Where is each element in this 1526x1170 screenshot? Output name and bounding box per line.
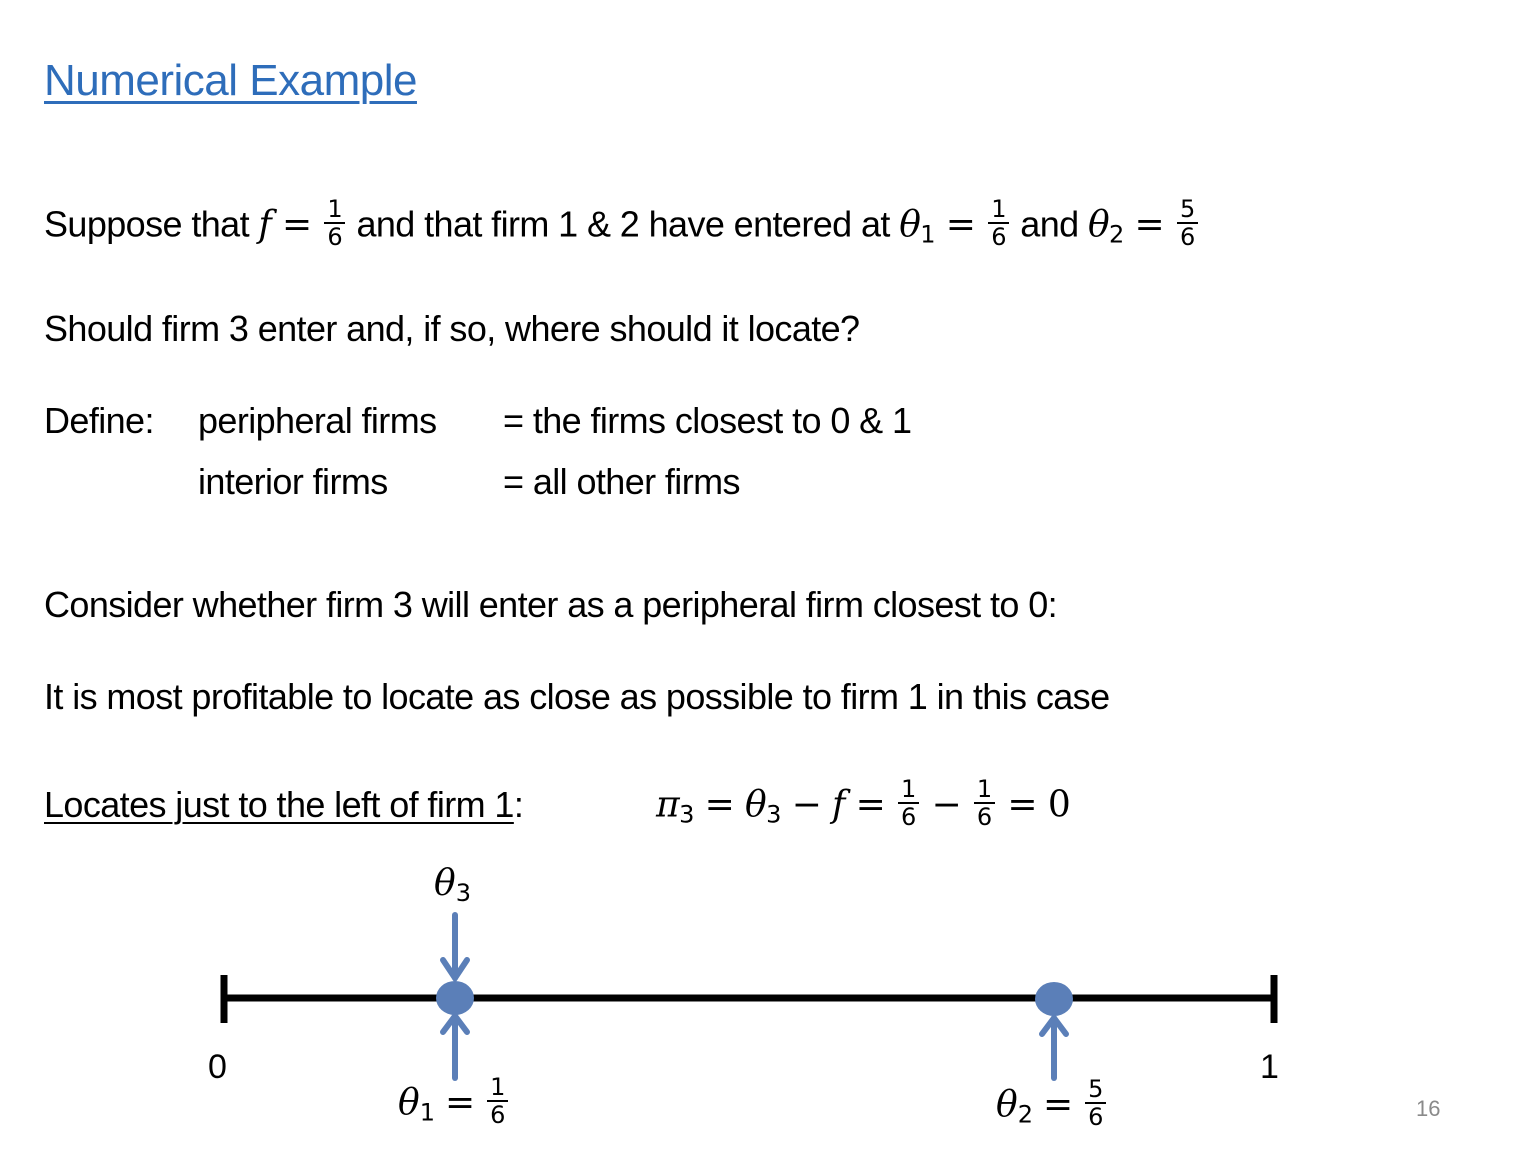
numerator: 1 — [324, 196, 345, 224]
equals-sign: = — [444, 1082, 476, 1124]
result: = 0 — [996, 784, 1071, 826]
subscript: 3 — [455, 879, 471, 907]
premise-text-mid: and that firm 1 & 2 have entered at — [347, 203, 900, 245]
subscript: 2 — [1109, 220, 1124, 249]
numerator: 5 — [1085, 1076, 1106, 1104]
right-end-label: 1 — [1260, 1048, 1279, 1086]
slide-title: Numerical Example — [44, 56, 417, 105]
theta1-symbol: θ — [899, 204, 921, 246]
subscript: 3 — [766, 800, 781, 829]
colon: : — [513, 784, 524, 825]
firm2-marker — [1035, 982, 1073, 1016]
theta1-label — [398, 1073, 510, 1132]
page-number: 16 — [1416, 1096, 1441, 1121]
theta-symbol: θ — [398, 1082, 420, 1124]
theta3-arrow-icon — [443, 915, 467, 978]
theta2-label — [996, 1075, 1108, 1134]
definition-meaning-interior: = all other firms — [503, 461, 740, 502]
numerator: 1 — [898, 776, 919, 804]
numerator: 1 — [974, 776, 995, 804]
define-label: Define: — [44, 400, 154, 441]
denominator: 6 — [327, 223, 343, 251]
theta3-symbol: θ — [745, 784, 767, 826]
definition-term-interior: interior firms — [198, 461, 388, 502]
equals-sign: = — [271, 204, 323, 246]
numerator: 1 — [487, 1074, 508, 1102]
theta-symbol: θ — [434, 863, 456, 904]
fraction-theta1 — [487, 1074, 508, 1128]
equals-sign: = — [693, 784, 745, 826]
theta3-label — [434, 862, 471, 907]
equals-sign: = — [934, 204, 987, 246]
subscript: 2 — [1017, 1100, 1033, 1129]
premise-text: Suppose that — [44, 203, 259, 245]
locates-label: Locates just to the left of firm 1 — [44, 784, 514, 825]
subscript: 1 — [920, 220, 935, 249]
definition-meaning-peripheral: = the firms closest to 0 & 1 — [503, 400, 912, 441]
pi-symbol: π — [656, 784, 680, 826]
minus-sign: − — [920, 784, 972, 826]
definition-term-peripheral: peripheral firms — [198, 400, 437, 441]
numerator: 1 — [988, 196, 1009, 224]
subscript: 3 — [679, 800, 694, 829]
numerator: 5 — [1177, 196, 1198, 224]
equals-sign: = — [1123, 204, 1175, 246]
consider-text: Consider whether firm 3 will enter as a peripheral firm closest to 0: — [44, 584, 1058, 625]
denominator: 6 — [490, 1101, 506, 1129]
question-text: Should firm 3 enter and, if so, where should it locate? — [44, 308, 860, 349]
denominator: 6 — [1088, 1103, 1104, 1131]
denominator: 6 — [976, 803, 992, 831]
firm1-marker — [436, 981, 474, 1015]
theta1-arrow-icon — [443, 1016, 467, 1078]
left-end-label: 0 — [208, 1048, 227, 1086]
and-text: and — [1010, 203, 1088, 245]
f-symbol: f — [258, 204, 272, 246]
subscript: 1 — [419, 1098, 435, 1127]
minus-f: − f = — [780, 784, 896, 826]
theta-symbol: θ — [996, 1084, 1018, 1126]
theta2-arrow-icon — [1042, 1018, 1066, 1078]
fraction-theta2 — [1085, 1076, 1106, 1130]
equals-sign: = — [1042, 1084, 1074, 1126]
denominator: 6 — [991, 223, 1006, 251]
denominator: 6 — [900, 803, 916, 831]
profitable-text: It is most profitable to locate as close as possible to firm 1 in this case — [44, 676, 1110, 717]
denominator: 6 — [1179, 223, 1195, 251]
theta2-symbol: θ — [1087, 204, 1110, 246]
